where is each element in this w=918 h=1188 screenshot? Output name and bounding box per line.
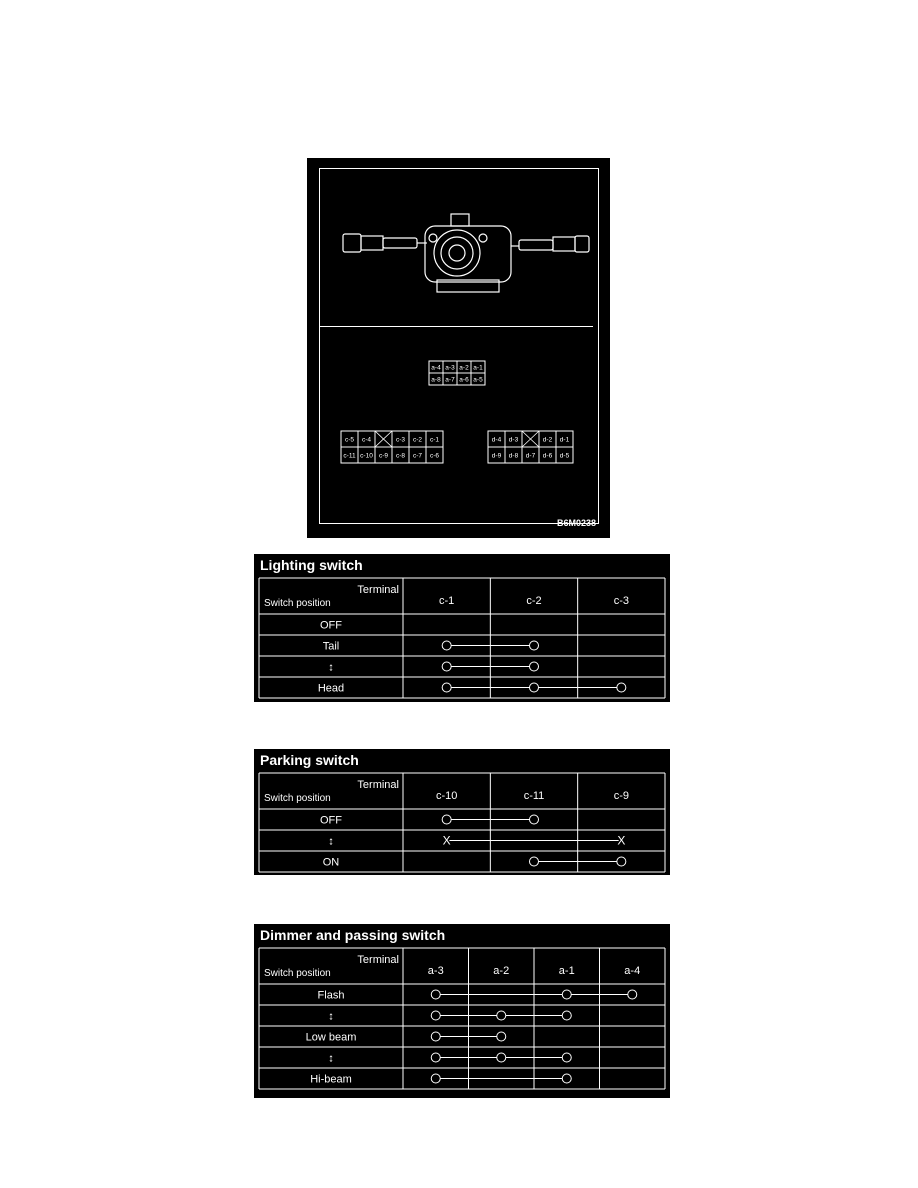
pin-label: a-5 bbox=[473, 376, 483, 384]
continuity-terminal-mark bbox=[562, 1074, 571, 1083]
terminal-column-label: c-11 bbox=[523, 790, 545, 802]
pin-label: c-7 bbox=[412, 452, 423, 460]
pin-label: d-5 bbox=[559, 452, 570, 460]
pin-label: a-8 bbox=[431, 376, 441, 384]
table-title: Parking switch bbox=[260, 752, 359, 768]
switch-position-label: ON bbox=[322, 856, 340, 869]
table-title: Lighting switch bbox=[260, 557, 363, 573]
header-terminal: Terminal bbox=[357, 584, 399, 596]
continuity-terminal-mark bbox=[562, 1011, 571, 1020]
continuity-terminal-mark bbox=[442, 815, 451, 824]
continuity-x-mark: X bbox=[442, 833, 451, 848]
continuity-terminal-mark bbox=[497, 1011, 506, 1020]
terminal-column-label: c-1 bbox=[439, 595, 455, 607]
header-switch-position: Switch position bbox=[264, 968, 331, 979]
continuity-terminal-mark bbox=[431, 990, 440, 999]
pin-label: c-11 bbox=[343, 452, 356, 460]
connector-c-pins bbox=[340, 430, 444, 464]
continuity-terminal-mark bbox=[628, 990, 637, 999]
pin-label: c-4 bbox=[361, 436, 372, 444]
continuity-terminal-mark bbox=[530, 683, 539, 692]
terminal-column-label: c-2 bbox=[526, 595, 542, 607]
pin-label: a-3 bbox=[445, 364, 455, 372]
terminal-column-label: c-10 bbox=[435, 790, 458, 802]
connector-d-pins bbox=[487, 430, 574, 464]
pin-label: c-6 bbox=[429, 452, 440, 460]
combination-switch-figure bbox=[307, 158, 610, 538]
switch-position-label: Tail bbox=[322, 640, 340, 653]
header-terminal: Terminal bbox=[357, 954, 399, 966]
lighting-switch-table bbox=[254, 554, 670, 702]
pin-label: d-6 bbox=[542, 452, 553, 460]
pin-label: a-6 bbox=[459, 376, 469, 384]
continuity-terminal-mark bbox=[431, 1053, 440, 1062]
switch-position-label: ↕ bbox=[328, 835, 334, 848]
pin-label: c-8 bbox=[395, 452, 406, 460]
continuity-terminal-mark bbox=[562, 1053, 571, 1062]
continuity-terminal-mark bbox=[530, 857, 539, 866]
pin-label: d-2 bbox=[542, 436, 553, 444]
terminal-column-label: c-9 bbox=[613, 790, 629, 802]
continuity-terminal-mark bbox=[530, 662, 539, 671]
pin-label: d-7 bbox=[525, 452, 536, 460]
pin-label: c-2 bbox=[412, 436, 423, 444]
terminal-column-label: a-2 bbox=[493, 965, 510, 977]
pin-label: c-5 bbox=[344, 436, 355, 444]
switch-position-label: ↕ bbox=[328, 661, 334, 674]
continuity-terminal-mark bbox=[431, 1011, 440, 1020]
switch-position-label: Hi-beam bbox=[310, 1073, 352, 1086]
switch-position-label: ↕ bbox=[328, 1052, 334, 1065]
switch-position-label: Flash bbox=[317, 989, 345, 1002]
pin-label: a-1 bbox=[473, 364, 483, 372]
continuity-terminal-mark bbox=[617, 683, 626, 692]
table-title: Dimmer and passing switch bbox=[260, 927, 446, 943]
pin-label: a-2 bbox=[459, 364, 469, 372]
continuity-terminal-mark bbox=[431, 1032, 440, 1041]
continuity-terminal-mark bbox=[497, 1053, 506, 1062]
continuity-terminal-mark bbox=[497, 1032, 506, 1041]
continuity-terminal-mark bbox=[530, 815, 539, 824]
switch-grid bbox=[254, 924, 670, 1098]
dimmer-passing-switch-table bbox=[254, 924, 670, 1098]
pin-label: c-10 bbox=[360, 452, 373, 460]
continuity-terminal-mark bbox=[442, 641, 451, 650]
pin-label: a-4 bbox=[431, 364, 441, 372]
pin-label: d-4 bbox=[491, 436, 502, 444]
terminal-column-label: c-3 bbox=[613, 595, 629, 607]
terminal-column-label: a-4 bbox=[624, 965, 641, 977]
header-switch-position: Switch position bbox=[264, 598, 331, 609]
connector-c bbox=[340, 430, 448, 466]
connector-a bbox=[428, 360, 488, 388]
connector-d bbox=[487, 430, 575, 466]
switch-position-label: ↕ bbox=[328, 1010, 334, 1023]
pin-label: c-1 bbox=[429, 436, 440, 444]
pin-label: d-9 bbox=[491, 452, 502, 460]
pin-label: c-3 bbox=[395, 436, 406, 444]
header-terminal: Terminal bbox=[357, 779, 399, 791]
pin-label: d-3 bbox=[508, 436, 519, 444]
switch-position-label: OFF bbox=[320, 814, 342, 827]
continuity-terminal-mark bbox=[617, 857, 626, 866]
pin-label: d-8 bbox=[508, 452, 519, 460]
connector-a-pins bbox=[428, 360, 486, 386]
switch-position-label: Low beam bbox=[305, 1031, 357, 1044]
switch-grid bbox=[254, 554, 670, 702]
empty-pin-cross bbox=[375, 431, 392, 447]
pin-label: d-1 bbox=[559, 436, 570, 444]
combination-switch-illustration bbox=[307, 158, 610, 538]
terminal-column-label: a-1 bbox=[558, 965, 575, 977]
switch-position-label: Head bbox=[317, 682, 345, 695]
terminal-column-label: a-3 bbox=[427, 965, 444, 977]
pin-label: c-9 bbox=[378, 452, 389, 460]
pin-label: a-7 bbox=[445, 376, 455, 384]
continuity-terminal-mark bbox=[562, 990, 571, 999]
switch-position-label: OFF bbox=[320, 619, 342, 632]
continuity-x-mark: X bbox=[617, 833, 626, 848]
continuity-terminal-mark bbox=[442, 662, 451, 671]
figure-divider bbox=[319, 326, 593, 327]
header-switch-position: Switch position bbox=[264, 793, 331, 804]
empty-pin-cross bbox=[522, 431, 539, 447]
figure-code: B6M0238 bbox=[556, 518, 596, 528]
continuity-terminal-mark bbox=[431, 1074, 440, 1083]
continuity-terminal-mark bbox=[530, 641, 539, 650]
continuity-terminal-mark bbox=[442, 683, 451, 692]
parking-switch-table bbox=[254, 749, 670, 875]
